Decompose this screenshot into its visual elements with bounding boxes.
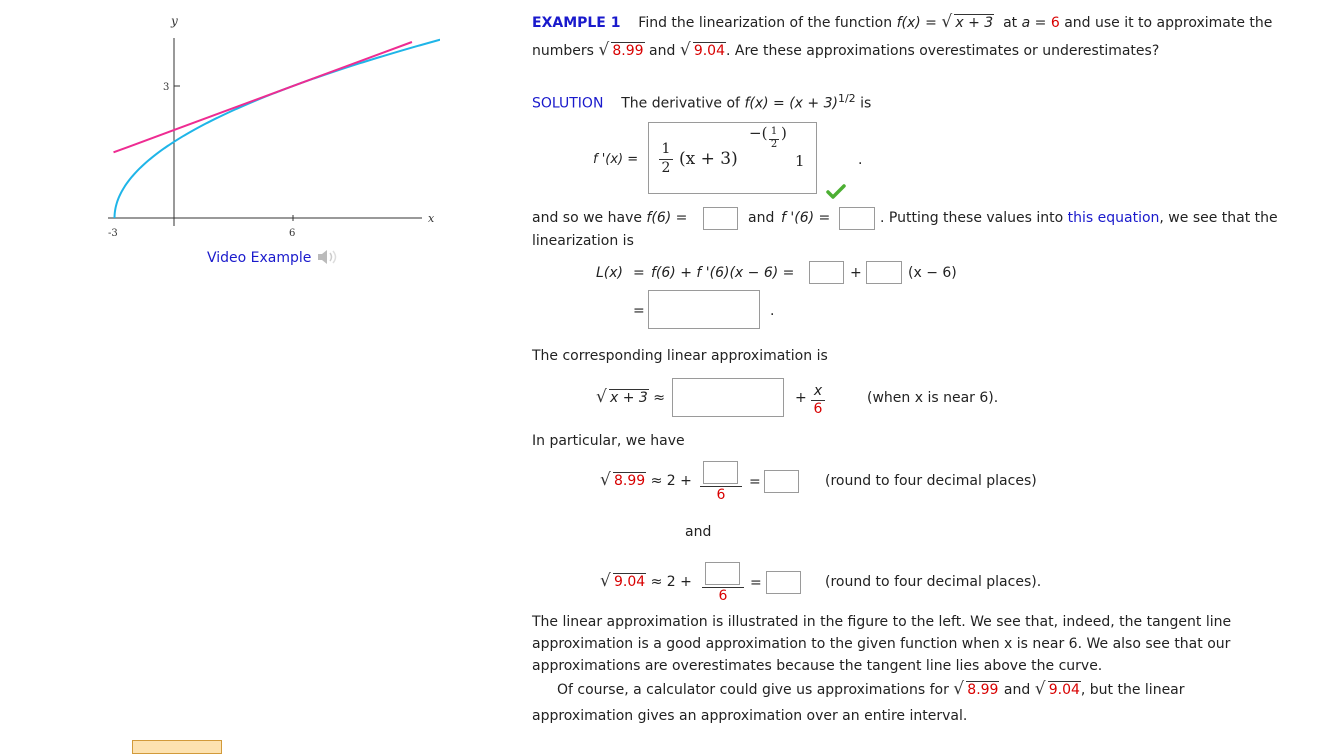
- solution-text: The derivative of: [621, 95, 740, 112]
- example-radicand: x + 3: [955, 15, 994, 31]
- example-line-1: [532, 12, 1273, 32]
- sqrt904-eq: =: [750, 575, 762, 591]
- sqrt899-approx: ≈ 2 +: [650, 473, 692, 489]
- x-axis-label: x: [428, 212, 435, 225]
- example-a-eq: a =: [1021, 15, 1047, 31]
- deriv-tail: 1: [795, 152, 805, 170]
- sqrt899-eq: =: [749, 474, 761, 490]
- Lx-simplified-input[interactable]: [648, 290, 760, 329]
- video-example-link[interactable]: [207, 249, 338, 266]
- we-see-text: , we see that the: [1159, 210, 1278, 226]
- f6-input[interactable]: [703, 207, 738, 230]
- corresponding-text: The corresponding linear approximation is: [532, 348, 828, 364]
- example-sqrt-899: √ 8.99: [598, 40, 644, 60]
- conclusion-p3: approximations are overestimates because the tangent line lies above the curve.: [532, 658, 1103, 674]
- Lx-period: .: [770, 303, 775, 319]
- sqrt899-line: [600, 470, 692, 490]
- sqrt899: √ 8.99: [600, 470, 646, 490]
- approx-sqrt: √ x + 3: [596, 387, 648, 407]
- conclusion-n1: 8.99: [967, 682, 999, 698]
- approx-when: (when x is near 6).: [867, 390, 999, 406]
- approx-frac-num: x: [813, 383, 823, 399]
- Lx-eq: =: [633, 265, 645, 281]
- conclusion-p1: The linear approximation is illustrated in the figure to the left. We see that, indeed, the tangent line: [532, 614, 1232, 630]
- sqrt899-result-input[interactable]: [764, 470, 799, 493]
- example-numbers: numbers: [532, 43, 594, 59]
- bottom-button-partial[interactable]: [132, 740, 222, 754]
- x-tick-label-6: 6: [289, 228, 296, 239]
- approx-symbol: ≈: [653, 390, 666, 406]
- deriv-period: .: [858, 152, 863, 168]
- conclusion-p4-pre: Of course, a calculator could give us approximations for: [557, 682, 949, 698]
- conclusion-p2: approximation is a good approximation to the given function when x is near 6. We also see that our: [532, 636, 1231, 652]
- fp6-label: f '(6) =: [781, 210, 831, 226]
- approx-frac-den: 6: [813, 401, 823, 417]
- example-n1: 8.99: [612, 43, 644, 59]
- conclusion-sqrt899: √ 8.99: [953, 679, 999, 699]
- example-sqrt-904: √ 9.04: [679, 40, 725, 60]
- sqrt904-value: 9.04: [614, 574, 646, 590]
- example-line-2: [532, 40, 1160, 60]
- correct-check-icon: [826, 184, 846, 200]
- solution-fx-power: f(x) = (x + 3): [744, 95, 838, 112]
- solution-line: [532, 92, 871, 112]
- solution-label: SOLUTION: [532, 95, 604, 112]
- y-axis-label: y: [171, 14, 178, 28]
- tangent-line: [114, 42, 412, 152]
- sqrt899-num-input[interactable]: [703, 461, 738, 484]
- video-example-label: Video Example: [207, 250, 312, 266]
- approx-plus: +: [795, 390, 807, 406]
- example-intro: Find the linearization of the function: [638, 15, 893, 31]
- linearization-graph: [100, 10, 440, 245]
- deriv-coef-den: 2: [661, 160, 671, 176]
- Lx-label: L(x): [596, 265, 624, 281]
- sqrt904-approx: ≈ 2 +: [650, 574, 692, 590]
- example-intro-post: and use it to approximate the: [1064, 15, 1273, 31]
- Lx-x-minus: (x − 6): [908, 265, 957, 281]
- example-n2: 9.04: [693, 43, 725, 59]
- putting-line: [880, 210, 1278, 226]
- example-fx: f(x) =: [896, 15, 937, 31]
- example-a-value: 6: [1050, 15, 1060, 31]
- derivative-answer-box[interactable]: [648, 122, 817, 194]
- fprime-label: f '(x) =: [593, 152, 639, 167]
- conclusion-p4: [557, 679, 1185, 699]
- f6-label: f(6) =: [646, 210, 688, 226]
- sqrt-curve: [115, 39, 440, 218]
- conclusion-and: and: [1003, 682, 1031, 698]
- particular-and: and: [685, 524, 712, 540]
- fprime6-input[interactable]: [839, 207, 875, 230]
- sqrt899-round: (round to four decimal places): [825, 473, 1037, 489]
- solution-is: is: [860, 95, 872, 112]
- linearization-is-text: linearization is: [532, 233, 634, 249]
- speaker-icon: [316, 249, 338, 265]
- example-and: and: [649, 43, 676, 59]
- conclusion-p4-post: , but the linear: [1080, 682, 1185, 698]
- Lx-rhs: f(6) + f '(6)(x − 6) =: [651, 265, 795, 281]
- Lx-eq-2: =: [633, 303, 645, 319]
- sqrt904-result-input[interactable]: [766, 571, 801, 594]
- sqrt899-value: 8.99: [614, 473, 646, 489]
- example-sqrt: √ x + 3: [941, 12, 994, 32]
- y-tick-label-3: 3: [163, 82, 170, 93]
- this-equation-link[interactable]: this equation: [1067, 210, 1160, 226]
- and-so-text: and so we have: [532, 210, 642, 226]
- deriv-coef-num: 1: [661, 141, 671, 157]
- example-heading: EXAMPLE 1: [532, 15, 621, 31]
- deriv-body: (x + 3): [679, 149, 738, 169]
- example-question: . Are these approximations overestimates or underestimates?: [725, 43, 1160, 59]
- sqrt904-line: [600, 571, 692, 591]
- putting-text: . Putting these values into: [880, 210, 1064, 226]
- x-tick-label-neg3: -3: [108, 228, 118, 239]
- deriv-exp-num: 1: [770, 126, 778, 137]
- conclusion-p5: approximation gives an approximation over an entire interval.: [532, 708, 968, 724]
- particular-text: In particular, we have: [532, 433, 685, 449]
- deriv-exp-den: 2: [770, 139, 778, 150]
- linear-approx-input[interactable]: [672, 378, 784, 417]
- and-so-line: [532, 210, 687, 226]
- sqrt904-den: 6: [718, 588, 728, 604]
- sqrt904: √ 9.04: [600, 571, 646, 591]
- sqrt904-num-input[interactable]: [705, 562, 740, 585]
- conclusion-n2: 9.04: [1048, 682, 1080, 698]
- Lx-const-input[interactable]: [809, 261, 844, 284]
- deriv-exp-open: −(: [749, 124, 768, 142]
- sqrt904-round: (round to four decimal places).: [825, 574, 1042, 590]
- conclusion-sqrt904: √ 9.04: [1034, 679, 1080, 699]
- and-fp-text: and: [748, 210, 775, 226]
- example-at: at: [1003, 15, 1018, 31]
- deriv-exp-close: ): [781, 124, 787, 142]
- approx-sqrt-line: [596, 387, 666, 407]
- sqrt899-den: 6: [716, 487, 726, 503]
- approx-radicand: x + 3: [610, 390, 648, 406]
- Lx-coef-input[interactable]: [866, 261, 902, 284]
- Lx-plus: +: [850, 265, 862, 281]
- solution-exponent: 1/2: [837, 92, 856, 105]
